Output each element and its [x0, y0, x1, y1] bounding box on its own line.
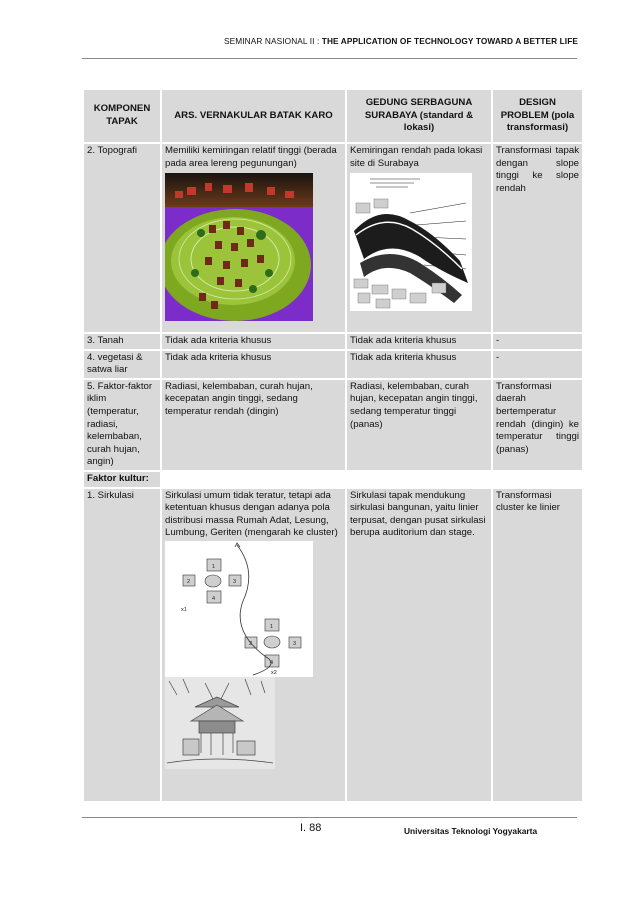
table-row [84, 380, 582, 470]
col-header-komponen: KOMPONEN TAPAK [84, 90, 160, 142]
cell-text: Tidak ada kriteria khusus [165, 351, 272, 363]
cell-design [493, 351, 582, 378]
cell-gedung [347, 144, 491, 332]
cell-text: - [496, 351, 500, 363]
cell-text: Transformasi cluster ke linier [496, 489, 560, 514]
col-header-design: DESIGN PROBLEM (pola transformasi) [493, 90, 582, 142]
page-number: I. 88 [300, 822, 322, 834]
cell-text: Transformasi daerah bertemperatur rendah (dingin) ke temperatur tinggi (panas) [496, 380, 579, 455]
cell-text: Sirkulasi tapak mendukung sirkulasi bangunan, yaitu linier terpusat, dengan pusat sirkulasi berupa auditorium dan stage. [350, 489, 486, 539]
cell-text: Radiasi, kelembaban, curah hujan, kecepatan angin tinggi, sedang temperatur rendah (dingin) [165, 380, 313, 417]
table-row [84, 334, 582, 349]
cell-text: Sirkulasi umum tidak teratur, tetapi ada ketentuan khusus dengan adanya pola distribusi massa Rumah Adat, Lesung, Lumbung, Geriten (mengarah ke cluster) [165, 489, 338, 539]
cluster2-label-1: 1 [270, 623, 274, 630]
cell-design [493, 380, 582, 470]
cell-design [493, 144, 582, 332]
header-title: THE APPLICATION OF TECHNOLOGY TOWARD A BETTER LIFE [321, 36, 578, 46]
cluster1-label-2: 2 [187, 578, 191, 585]
cluster1-label-1: 1 [212, 563, 216, 570]
cell-empty [162, 472, 345, 487]
cell-komponen [84, 334, 160, 349]
cell-komponen [84, 144, 160, 332]
table-row [84, 472, 582, 487]
cell-design [493, 489, 582, 801]
cluster2-label-3: 3 [293, 640, 297, 647]
cell-text: Transformasi tapak dengan slope tinggi ke slope rendah [496, 145, 579, 194]
cluster2-label-2: 2 [249, 640, 253, 647]
cluster1-label-4: 4 [212, 595, 216, 602]
cell-text: Tidak ada kriteria khusus [350, 351, 457, 363]
cell-design [493, 334, 582, 349]
table-header-row [84, 90, 582, 142]
table-row [84, 489, 582, 801]
cell-vernakular [162, 334, 345, 349]
cell-komponen [84, 351, 160, 378]
cell-text: Faktor kultur: [87, 472, 149, 484]
karo-village-site-photo [165, 173, 342, 321]
cell-empty [347, 472, 491, 487]
col-header-vernakular: ARS. VERNAKULAR BATAK KARO [162, 90, 345, 142]
running-header [82, 36, 578, 46]
cell-text: Kemiringan rendah pada lokasi site di Surabaya [350, 145, 483, 169]
cluster-circulation-diagram [165, 541, 342, 677]
cell-gedung [347, 489, 491, 801]
cell-komponen [84, 489, 160, 801]
cluster1-name: x1 [181, 606, 187, 613]
cell-text: 3. Tanah [87, 335, 124, 346]
header-prefix: SEMINAR NASIONAL II : [223, 36, 322, 46]
cell-text: 5. Faktor-faktor iklim (temperatur, radiasi, kelembaban, curah hujan, angin) [87, 380, 153, 468]
cell-vernakular [162, 144, 345, 332]
cell-komponen [84, 380, 160, 470]
footer-rule [82, 817, 577, 818]
cluster2-label-4: 4 [270, 659, 274, 666]
header-rule [82, 58, 577, 59]
col-header-gedung: GEDUNG SERBAGUNA SURABAYA (standard & lokasi) [347, 90, 491, 142]
batak-house-sketch [165, 677, 342, 769]
cluster2-name: x2 [271, 669, 277, 676]
cell-vernakular [162, 489, 345, 801]
comparison-table [82, 88, 584, 803]
cell-vernakular [162, 380, 345, 470]
cell-empty [493, 472, 582, 487]
cell-gedung [347, 351, 491, 378]
cell-vernakular [162, 351, 345, 378]
cell-gedung [347, 334, 491, 349]
cell-gedung [347, 380, 491, 470]
cell-text: - [496, 335, 500, 346]
cell-section-heading [84, 472, 160, 487]
cell-text: Memiliki kemiringan relatif tinggi (berada pada area lereng pegunungan) [165, 145, 337, 169]
cell-text: 2. Topografi [87, 145, 137, 156]
cell-text: Tidak ada kriteria khusus [350, 335, 457, 346]
table-row [84, 144, 582, 332]
cell-text: Tidak ada kriteria khusus [165, 335, 272, 346]
footer-university: Universitas Teknologi Yogyakarta [404, 826, 538, 836]
cell-text: 1. Sirkulasi [87, 489, 134, 501]
cell-text: 4. vegetasi & satwa liar [87, 351, 143, 376]
surabaya-site-plan [350, 173, 488, 311]
cell-text: Radiasi, kelembaban, curah hujan, kecepatan angin tinggi, sedang temperatur tinggi (panas) [350, 380, 478, 430]
cluster1-label-3: 3 [233, 578, 237, 585]
table-row [84, 351, 582, 378]
